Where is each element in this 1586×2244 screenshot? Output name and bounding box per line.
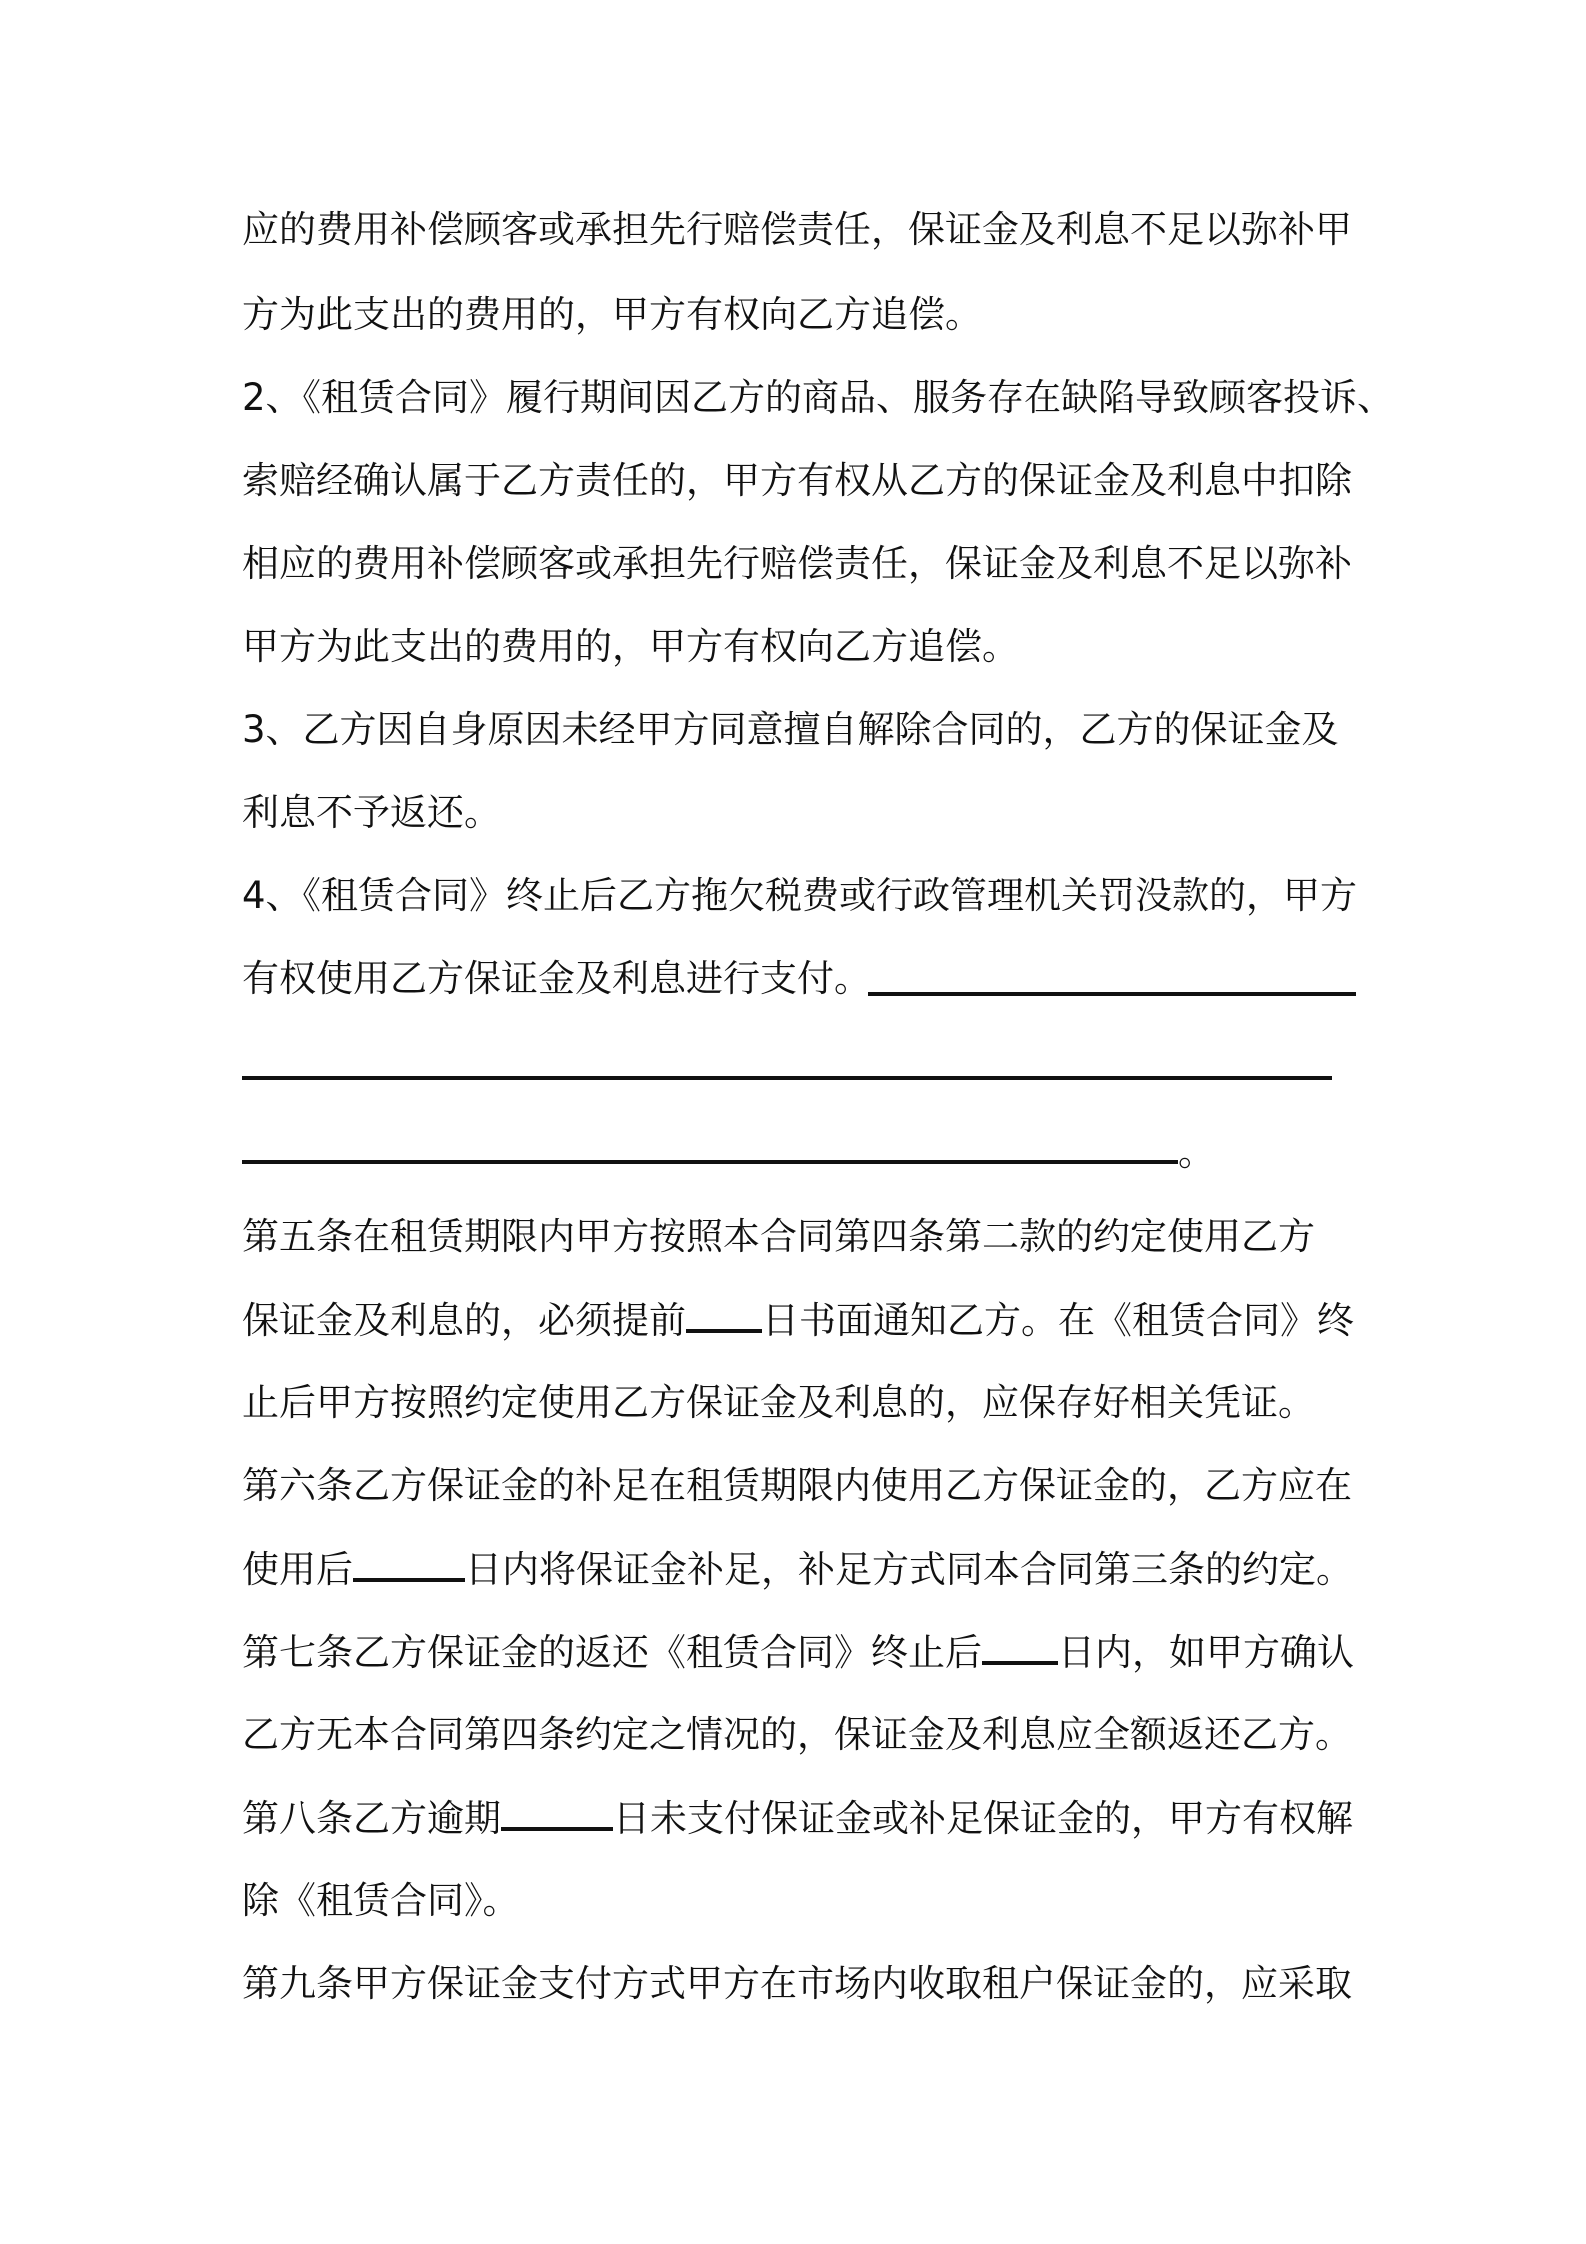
- text-line: 有权使用乙方保证金及利息进行支付。: [242, 957, 871, 1000]
- article-8-line: [242, 1793, 1362, 1843]
- article-7-line: 乙方无本合同第四条约定之情况的，保证金及利息应全额返还乙方。: [242, 1713, 1352, 1756]
- text-line: 索赔经确认属于乙方责任的，甲方有权从乙方的保证金及利息中扣除: [242, 459, 1352, 502]
- fill-in-blank-line: [868, 992, 1356, 996]
- text-segment: 日未支付保证金或补足保证金的，甲方有权解: [613, 1797, 1353, 1840]
- fill-in-blank: [501, 1793, 613, 1831]
- text-segment: 日内将保证金补足，补足方式同本合同第三条的约定。: [465, 1548, 1353, 1591]
- article-5-line: 第五条在租赁期限内甲方按照本合同第四条第二款的约定使用乙方: [242, 1215, 1315, 1258]
- clause-3-line: 3、乙方因自身原因未经甲方同意擅自解除合同的，乙方的保证金及: [242, 708, 1339, 751]
- fill-in-blank-line: [242, 1160, 1178, 1164]
- text-segment: 第七条乙方保证金的返还《租赁合同》终止后: [242, 1631, 982, 1674]
- article-5-line: [242, 1295, 1362, 1345]
- text-line: 利息不予返还。: [242, 791, 501, 834]
- fill-in-blank: [982, 1627, 1058, 1665]
- text-line: 方为此支出的费用的，甲方有权向乙方追偿。: [242, 293, 982, 336]
- text-segment: 保证金及利息的，必须提前: [242, 1299, 686, 1342]
- text-segment: 第八条乙方逾期: [242, 1797, 501, 1840]
- fill-in-blank: [353, 1544, 465, 1582]
- text-segment: 日书面通知乙方。在《租赁合同》终: [762, 1299, 1354, 1342]
- clause-4-line: 4、《租赁合同》终止后乙方拖欠税费或行政管理机关罚没款的，甲方: [242, 874, 1358, 917]
- text-segment: 使用后: [242, 1548, 353, 1591]
- text-line: 甲方为此支出的费用的，甲方有权向乙方追偿。: [242, 625, 1019, 668]
- article-6-line: 第六条乙方保证金的补足在租赁期限内使用乙方保证金的，乙方应在: [242, 1464, 1352, 1507]
- end-period: 。: [1178, 1131, 1215, 1174]
- article-7-line: [242, 1627, 1362, 1677]
- article-8-line: 除《租赁合同》。: [242, 1879, 520, 1922]
- text-line: 应的费用补偿顾客或承担先行赔偿责任，保证金及利息不足以弥补甲: [242, 208, 1352, 251]
- article-6-line: [242, 1544, 1362, 1594]
- article-9-line: 第九条甲方保证金支付方式甲方在市场内收取租户保证金的，应采取: [242, 1962, 1352, 2005]
- text-line: 相应的费用补偿顾客或承担先行赔偿责任，保证金及利息不足以弥补: [242, 542, 1352, 585]
- clause-2-line: 2、《租赁合同》履行期间因乙方的商品、服务存在缺陷导致顾客投诉、: [242, 376, 1395, 419]
- fill-in-blank: [686, 1295, 762, 1333]
- fill-in-blank-line: [242, 1076, 1332, 1080]
- article-5-line: 止后甲方按照约定使用乙方保证金及利息的，应保存好相关凭证。: [242, 1381, 1315, 1424]
- text-segment: 日内，如甲方确认: [1058, 1631, 1354, 1674]
